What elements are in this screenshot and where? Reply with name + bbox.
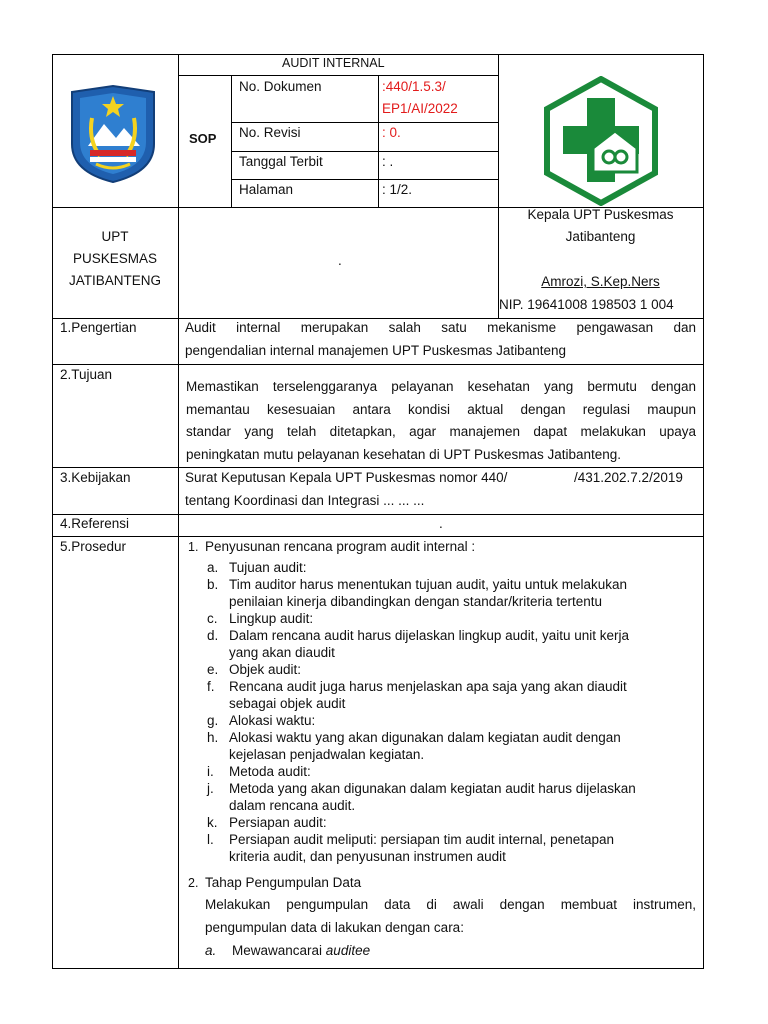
- list-item: [207, 610, 687, 627]
- list-item: [207, 831, 687, 865]
- document-title: AUDIT INTERNAL: [282, 56, 385, 70]
- list-item-text-cont: kejelasan penjadwalan kegiatan.: [229, 747, 425, 762]
- list-item-text: Lingkup audit:: [229, 611, 314, 626]
- meta-label-revisi: No. Revisi: [239, 125, 301, 140]
- signer-title-2: Jatibanteng: [565, 229, 636, 244]
- list-marker: h.: [207, 730, 219, 745]
- pengertian-line-2: pengendalian internal manajemen UPT Puskesmas Jatibanteng: [185, 343, 566, 358]
- list-item: [207, 627, 687, 661]
- meta-value-revisi: [382, 124, 401, 141]
- regency-emblem-logo: [66, 84, 160, 184]
- step-1-number: 1.: [188, 540, 199, 554]
- list-marker: b.: [207, 577, 219, 592]
- list-item-text: Tujuan audit:: [229, 560, 307, 575]
- list-item-text: Alokasi waktu yang akan digunakan dalam kegiatan audit dengan: [229, 730, 621, 745]
- list-item: [207, 559, 687, 576]
- meta-value-dokumen-2: EP1/AI/2022: [382, 101, 458, 116]
- step-2-line-2: pengumpulan data di lakukan dengan cara:: [205, 920, 464, 935]
- kebijakan-line-1b: /431.202.7.2/2019: [574, 470, 683, 485]
- tujuan-line-1: Memastikan terselenggaranya pelayanan kesehatan yang bermutu dengan: [186, 379, 696, 394]
- list-item: [207, 678, 687, 712]
- section-label-referensi: 4.Referensi: [60, 516, 130, 531]
- list-marker: k.: [207, 815, 218, 830]
- list-marker: j.: [207, 781, 214, 796]
- section-label-kebijakan: 3.Kebijakan: [60, 470, 131, 485]
- org-name-line3: JATIBANTENG: [68, 273, 161, 288]
- signer-title-1: Kepala UPT Puskesmas: [527, 207, 674, 222]
- meta-label-halaman: Halaman: [239, 182, 294, 197]
- list-item: [207, 814, 687, 831]
- list-item: [207, 661, 687, 678]
- list-item-text-cont: yang akan diaudit: [229, 645, 335, 660]
- list-item-text: Rencana audit juga harus menjelaskan apa saja yang akan diaudit: [229, 679, 627, 694]
- signer-nip: NIP. 19641008 198503 1 004: [499, 297, 674, 312]
- section-label-tujuan: 2.Tujuan: [60, 367, 113, 382]
- list-marker: e.: [207, 662, 219, 677]
- list-item-text: Objek audit:: [229, 662, 302, 677]
- list-item-text: Metoda audit:: [229, 764, 311, 779]
- referensi-value: .: [439, 516, 443, 531]
- signer-name: Amrozi, S.Kep.Ners: [541, 274, 660, 289]
- meta-value-tanggal: : .: [382, 154, 394, 169]
- tujuan-line-4: peningkatan mutu pelayanan kesehatan di UPT Puskesmas Jatibanteng.: [186, 447, 622, 462]
- meta-value-dokumen-1: :440/1.5.3/: [382, 79, 446, 94]
- list-marker: i.: [207, 764, 214, 779]
- kebijakan-line-1a: Surat Keputusan Kepala UPT Puskesmas nomor 440/: [185, 470, 508, 485]
- meta-label-tanggal: Tanggal Terbit: [239, 154, 323, 169]
- list-marker: g.: [207, 713, 219, 728]
- list-item-text: Dalam rencana audit harus dijelaskan lingkup audit, yaitu unit kerja: [229, 628, 629, 643]
- list-item: [207, 780, 687, 814]
- list-marker: f.: [207, 679, 215, 694]
- tujuan-line-3: standar yang telah ditetapkan, agar manajemen dapat melakukan upaya: [186, 424, 696, 439]
- step-2-title: Tahap Pengumpulan Data: [205, 875, 362, 890]
- list-item-text: Persiapan audit:: [229, 815, 327, 830]
- pengertian-line-1: Audit internal merupakan salah satu mekanisme pengawasan dan: [185, 320, 696, 335]
- org-name-line2: PUSKESMAS: [72, 251, 158, 266]
- step-2-sub-text: Mewawancarai: [232, 943, 326, 958]
- list-marker: l.: [207, 832, 214, 847]
- step-1-title: Penyusunan rencana program audit internal :: [205, 539, 476, 554]
- tujuan-line-2: memantau kesesuaian antara kondisi aktual dengan regulasi maupun: [186, 402, 696, 417]
- list-item: [207, 712, 687, 729]
- step-2-number: 2.: [188, 876, 199, 890]
- list-item-text-cont: dalam rencana audit.: [229, 798, 356, 813]
- sop-label: SOP: [189, 131, 217, 146]
- section-label-pengertian: 1.Pengertian: [60, 320, 137, 335]
- step-2-sub-italic: auditee: [325, 943, 371, 958]
- list-marker: a.: [207, 560, 219, 575]
- list-item: [207, 576, 687, 610]
- list-item-text-cont: penilaian kinerja dibandingkan dengan standar/kriteria tertentu: [229, 594, 603, 609]
- list-item-text-cont: sebagai objek audit: [229, 696, 346, 711]
- step-2-sub-item: [232, 942, 370, 959]
- org-name-line1: UPT: [101, 229, 129, 244]
- meta-label-dokumen: No. Dokumen: [239, 79, 322, 94]
- list-item: [207, 763, 687, 780]
- step-2-sub-marker: a.: [205, 943, 217, 958]
- step-2-line-1: Melakukan pengumpulan data di awali dengan membuat instrumen,: [205, 897, 696, 912]
- middle-placeholder: .: [338, 253, 342, 268]
- meta-value-halaman: : 1/2.: [382, 182, 413, 197]
- list-item-text: Alokasi waktu:: [229, 713, 316, 728]
- list-marker: c.: [207, 611, 218, 626]
- puskesmas-logo: [543, 76, 659, 206]
- list-item: [207, 729, 687, 763]
- step-1-item-list: [207, 559, 687, 865]
- list-item-text: Persiapan audit meliputi: persiapan tim audit internal, penetapan: [229, 832, 614, 847]
- list-marker: d.: [207, 628, 219, 643]
- list-item-text: Metoda yang akan digunakan dalam kegiatan audit harus dijelaskan: [229, 781, 636, 796]
- kebijakan-line-2: tentang Koordinasi dan Integrasi ... ... ...: [185, 493, 425, 508]
- section-label-prosedur: 5.Prosedur: [60, 539, 127, 554]
- meta-value-revisi-text: : 0.: [382, 125, 401, 140]
- list-item-text-cont: kriteria audit, dan penyusunan instrumen audit: [229, 849, 506, 864]
- list-item-text: Tim auditor harus menentukan tujuan audit, yaitu untuk melakukan: [229, 577, 627, 592]
